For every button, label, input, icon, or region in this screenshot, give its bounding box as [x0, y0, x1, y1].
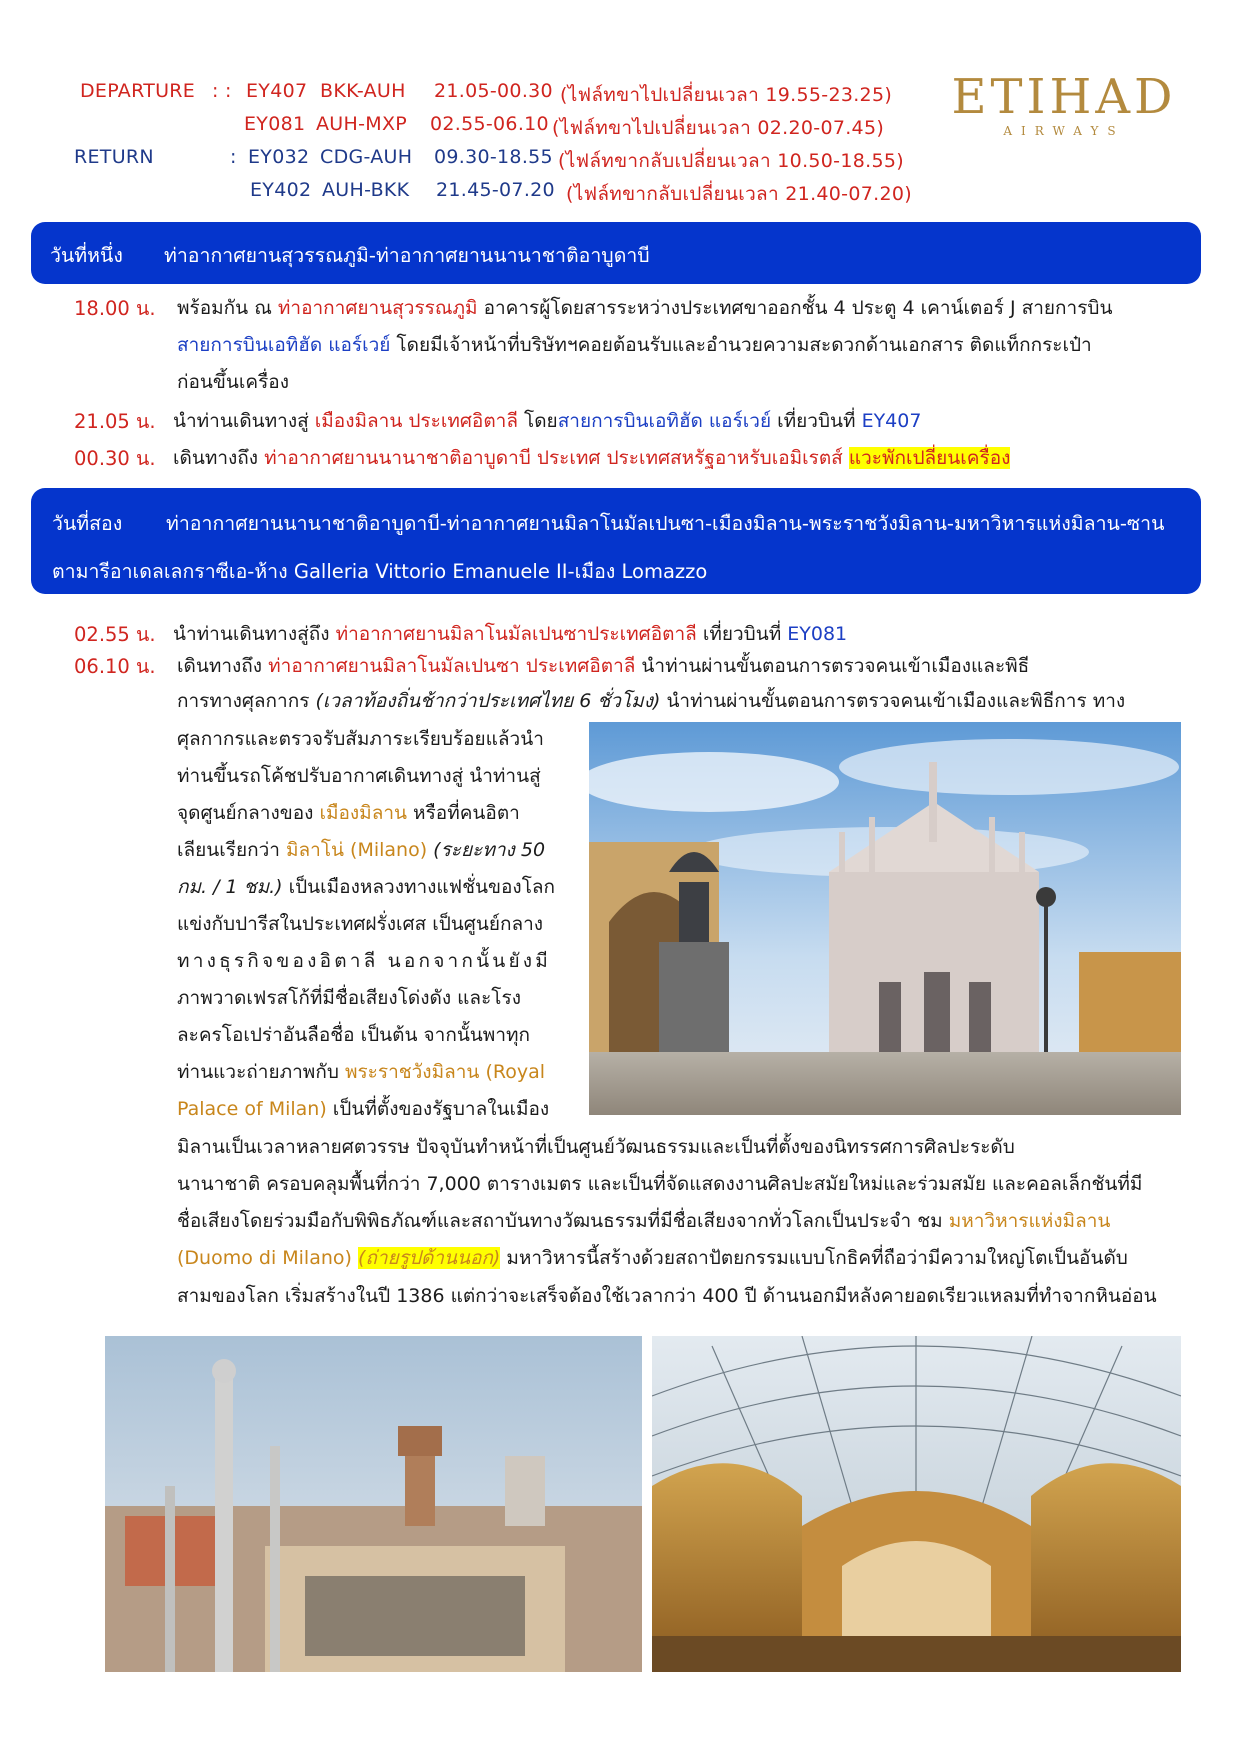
text: เดินทางถึง — [177, 655, 269, 677]
transit-highlight: แวะพักเปลี่ยนเครื่อง — [848, 447, 1011, 469]
text: การทางศุลกากร — [177, 690, 316, 712]
text — [843, 447, 849, 469]
palace-highlight: Palace of Milan) — [177, 1098, 327, 1120]
text: โดย — [517, 410, 558, 432]
day2-item2-line2 — [177, 686, 1125, 716]
text: อาคารผู้โดยสารระหว่างประเทศขาออกชั้น 4 ประตู 4 เคาน์เตอร์ J สายการบิน — [477, 297, 1113, 319]
day2-title-line1: ท่าอากาศยานนานาชาติอาบูดาบี-ท่าอากาศยานมิลาโนมัลเปนซา-เมืองมิลาน-พระราชวังมิลาน-มหาวิหารแห่งมิลาน-ซาน — [166, 512, 1165, 535]
text: นำท่านผ่านขั้นตอนการตรวจคนเข้าเมืองและพิธี — [635, 655, 1030, 677]
flight-route: BKK-AUH — [320, 80, 406, 102]
day2-time-2: 06.10 น. — [74, 655, 156, 678]
timezone-note: (เวลาท้องถิ่นช้ากว่าประเทศไทย 6 ชั่วโมง) — [315, 690, 661, 712]
day1-item3-line — [173, 443, 1010, 473]
distance-note: (ระยะทาง 50 — [427, 839, 546, 861]
narrow-line: ทางธุรกิจของอิตาลี นอกจากนั้นยังมี — [177, 950, 552, 972]
airport-highlight: ท่าอากาศยานมิลาโนมัลเปนซาประเทศอิตาลี — [335, 623, 697, 645]
wide-line: มิลานเป็นเวลาหลายศตวรรษ ปัจจุบันทำหน้าที่เป็นศูนย์วัฒนธรรมและเป็นที่ตั้งของนิทรรศการศิลปะระดับ — [177, 1136, 1015, 1158]
day2-item1-line — [173, 619, 847, 649]
wide-line — [177, 1206, 1110, 1236]
flight-route: CDG-AUH — [320, 146, 413, 168]
narrow-line — [177, 872, 555, 902]
flight-code: EY081 — [244, 113, 306, 135]
text: ชื่อเสียงโดยร่วมมือกับพิพิธภัณฑ์และสถาบันทางวัฒนธรรมที่มีชื่อเสียงจากทั่วโลกเป็นประจำ ชม — [177, 1210, 949, 1232]
narrow-line: ศุลกากรและตรวจรับสัมภาระเรียบร้อยแล้วนำ — [177, 728, 544, 750]
text: เดินทางถึง — [173, 447, 265, 469]
day1-time-3: 00.30 น. — [74, 447, 156, 470]
flight-note: (ไฟล์ทขาไปเปลี่ยนเวลา 19.55-23.25) — [560, 84, 893, 106]
city-highlight: เมืองมิลาน — [319, 802, 408, 824]
text: เที่ยวบินที่ — [696, 623, 788, 645]
galleria-photo — [652, 1336, 1181, 1672]
day1-banner — [31, 222, 1201, 284]
distance-note: กม. / 1 ชม.) — [177, 876, 283, 898]
airport-highlight: ท่าอากาศยานนานาชาติอาบูดาบี ประเทศ ประเทศสหรัฐอาหรับเอมิเรตส์ — [264, 447, 843, 469]
text: พร้อมกัน ณ — [177, 297, 278, 319]
day2-label: วันที่สอง — [52, 512, 123, 535]
flight-time: 09.30-18.55 — [434, 146, 553, 168]
flight-note: (ไฟล์ทขากลับเปลี่ยนเวลา 10.50-18.55) — [558, 150, 904, 172]
logo-subtitle: AIRWAYS — [1003, 124, 1125, 138]
return-label: RETURN — [74, 146, 154, 168]
flight-note: (ไฟล์ทขาไปเปลี่ยนเวลา 02.20-07.45) — [552, 117, 885, 139]
day1-item2-line — [173, 406, 921, 436]
city-highlight: เมืองมิลาน ประเทศอิตาลี — [314, 410, 518, 432]
flight-number: EY081 — [787, 623, 848, 645]
narrow-line — [177, 1094, 549, 1124]
wide-line — [177, 1243, 1128, 1273]
text: นำท่านผ่านขั้นตอนการตรวจคนเข้าเมืองและพิธีการ ทาง — [660, 690, 1126, 712]
cathedral-highlight: (Duomo di Milano) — [177, 1247, 352, 1269]
logo-wordmark: ETIHAD — [951, 69, 1177, 125]
cathedral-highlight: มหาวิหารแห่งมิลาน — [948, 1210, 1111, 1232]
day1-label: วันที่หนึ่ง — [50, 244, 123, 267]
milan-rooftop-photo — [105, 1336, 642, 1672]
flight-time: 21.05-00.30 — [434, 80, 553, 102]
airline-highlight: สายการบินเอทิฮัด แอร์เวย์ — [557, 410, 772, 432]
flight-code: EY407 — [246, 80, 308, 102]
airport-highlight: ท่าอากาศยานสุวรรณภูมิ — [277, 297, 478, 319]
photo-outside-note: (ถ่ายรูปด้านนอก) — [357, 1247, 501, 1269]
text: นำท่านเดินทางสู่ — [173, 410, 315, 432]
airline-highlight: สายการบินเอทิฮัด แอร์เวย์ — [177, 334, 391, 356]
narrow-line — [177, 835, 545, 865]
etihad-logo — [938, 70, 1190, 140]
day2-banner — [31, 488, 1201, 594]
day1-time-1: 18.00 น. — [74, 297, 156, 320]
text: นำท่านเดินทางสู่ถึง — [173, 623, 336, 645]
flight-note: (ไฟล์ทขากลับเปลี่ยนเวลา 21.40-07.20) — [566, 183, 912, 205]
flight-time: 21.45-07.20 — [436, 179, 555, 201]
text: หรือที่คนอิตา — [407, 802, 520, 824]
palace-highlight: พระราชวังมิลาน (Royal — [344, 1061, 546, 1083]
flight-route: AUH-BKK — [322, 179, 410, 201]
day1-title: ท่าอากาศยานสุวรรณภูมิ-ท่าอากาศยานนานาชาติอาบูดาบี — [164, 244, 650, 267]
city-highlight: มิลาโน่ (Milano) — [285, 839, 428, 861]
text: เป็นเมืองหลวงทางแฟชั่นของโลก — [282, 876, 556, 898]
day1-time-2: 21.05 น. — [74, 410, 156, 433]
narrow-line — [177, 798, 520, 828]
day2-item2-line1 — [177, 651, 1029, 681]
day1-item1-line3: ก่อนขึ้นเครื่อง — [177, 371, 289, 393]
text: ท่านแวะถ่ายภาพกับ — [177, 1061, 345, 1083]
day1-item1-line1 — [177, 293, 1112, 323]
airport-highlight: ท่าอากาศยานมิลาโนมัลเปนซา ประเทศอิตาลี — [268, 655, 636, 677]
wide-line: นานาชาติ ครอบคลุมพื้นที่กว่า 7,000 ตารางเมตร และเป็นที่จัดแสดงงานศิลปะสมัยใหม่และร่วมสมัย และคอลเล็กชันที่มี — [177, 1173, 1143, 1195]
text: จุดศูนย์กลางของ — [177, 802, 320, 824]
narrow-line: ท่านขึ้นรถโค้ชปรับอากาศเดินทางสู่ นำท่านสู่ — [177, 765, 541, 787]
text: โดยมีเจ้าหน้าที่บริษัทฯคอยต้อนรับและอำนวยความสะดวกด้านเอกสาร ติดแท็กกระเป๋า — [390, 334, 1092, 356]
text: มหาวิหารนี้สร้างด้วยสถาปัตยกรรมแบบโกธิคที่ถือว่ามีความใหญ่โตเป็นอันดับ — [500, 1247, 1128, 1269]
flight-code: EY032 — [248, 146, 310, 168]
narrow-line — [177, 1057, 545, 1087]
day1-item1-line2 — [177, 330, 1092, 360]
flight-sep: : : — [212, 80, 232, 102]
narrow-line: แข่งกับปารีสในประเทศฝรั่งเศส เป็นศูนย์กลาง — [177, 913, 544, 935]
narrow-line: ละครโอเปร่าอันลือชื่อ เป็นต้น จากนั้นพาทุก — [177, 1024, 531, 1046]
day2-title-line2: ตามารีอาเดลเลกราซีเอ-ห้าง Galleria Vittorio Emanuele II-เมือง Lomazzo — [52, 560, 708, 583]
departure-label: DEPARTURE — [80, 80, 196, 102]
text: เลียนเรียกว่า — [177, 839, 286, 861]
text: เที่ยวบินที่ — [771, 410, 862, 432]
day2-time-1: 02.55 น. — [74, 623, 156, 646]
flight-time: 02.55-06.10 — [430, 113, 549, 135]
duomo-square-photo — [589, 722, 1181, 1115]
flight-route: AUH-MXP — [316, 113, 408, 135]
wide-line: สามของโลก เริ่มสร้างในปี 1386 แต่กว่าจะเสร็จต้องใช้เวลากว่า 400 ปี ด้านนอกมีหลังคายอดเรียวแหลมที่ทำจากหินอ่อน — [177, 1285, 1157, 1307]
narrow-line: ภาพวาดเฟรสโก้ที่มีชื่อเสียงโด่งดัง และโรง — [177, 987, 521, 1009]
flight-code: EY402 — [250, 179, 312, 201]
flight-sep: : — [230, 146, 237, 168]
text: เป็นที่ตั้งของรัฐบาลในเมือง — [326, 1098, 550, 1120]
flight-number: EY407 — [861, 410, 922, 432]
